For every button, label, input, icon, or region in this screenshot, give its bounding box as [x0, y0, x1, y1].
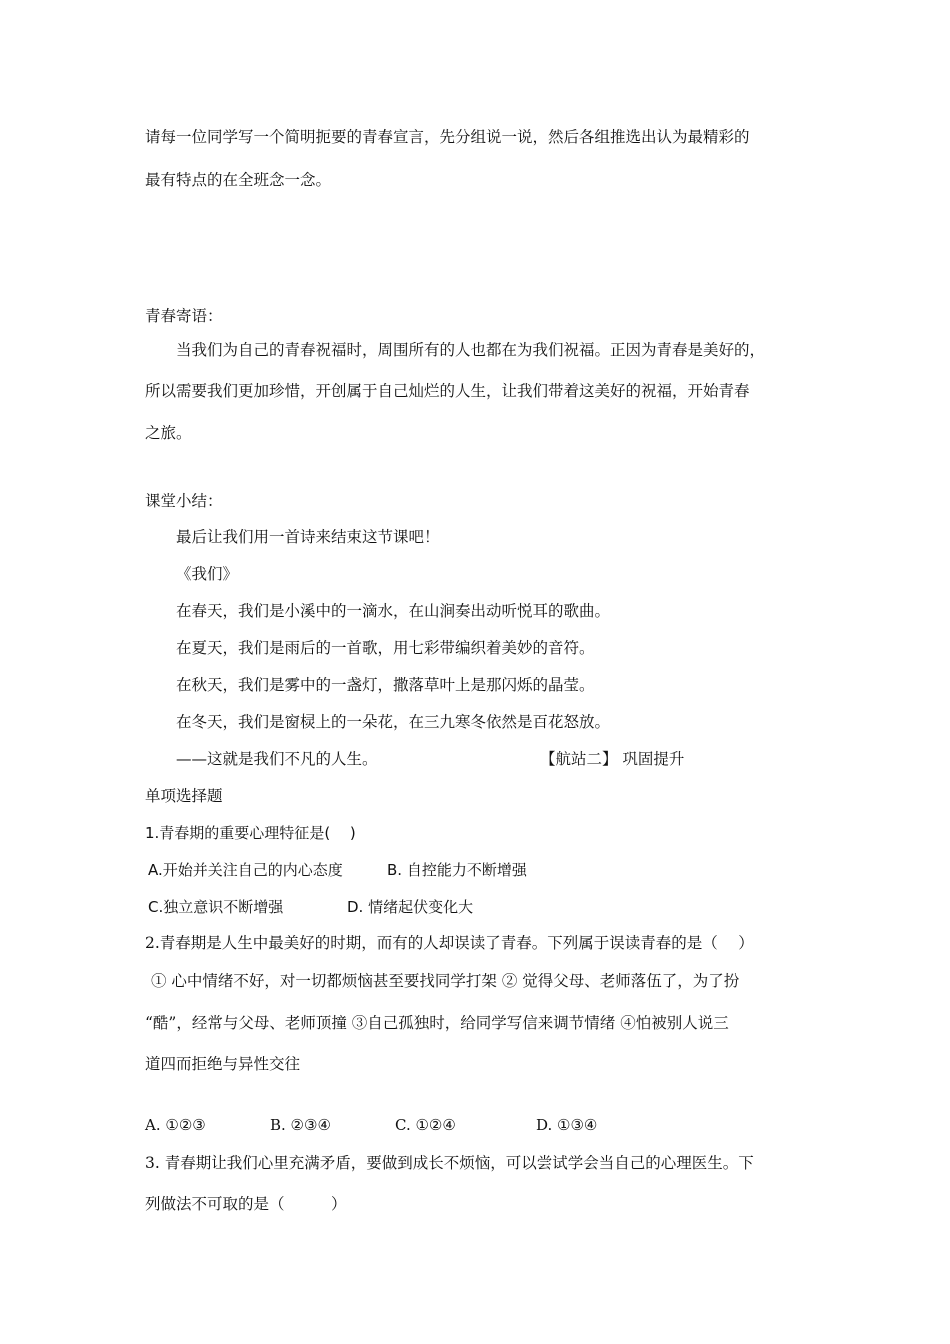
message-heading: 青春寄语：: [145, 307, 223, 325]
q1-option-c: C.独立意识不断增强: [148, 898, 284, 916]
q2-option-c: C. ①②④: [395, 1116, 456, 1134]
q1-option-a: A.开始并关注自己的内心态度: [148, 861, 343, 879]
q2-option-b: B. ②③④: [270, 1116, 331, 1134]
q2-option-d: D. ①③④: [536, 1116, 598, 1134]
message-line-1: 当我们为自己的青春祝福时，周围所有的人也都在为我们祝福。正因为青春是美好的，: [176, 341, 766, 359]
poem-line-summer: 在夏天，我们是雨后的一首歌，用七彩带编织着美妙的音符。: [176, 639, 595, 657]
intro-line-2: 最有特点的在全班念一念。: [145, 171, 332, 189]
q1-option-b: B. 自控能力不断增强: [387, 861, 527, 879]
q3-stem-line-2: 列做法不可取的是（ ）: [145, 1195, 347, 1213]
summary-intro: 最后让我们用一首诗来结束这节课吧！: [176, 528, 440, 546]
q2-statements-line-1: ① 心中情绪不好，对一切都烦恼甚至要找同学打架 ② 觉得父母、老师落伍了，为了扮: [151, 972, 740, 990]
summary-heading: 课堂小结：: [145, 492, 223, 510]
q2-statements-line-3: 道四而拒绝与异性交往: [145, 1055, 301, 1073]
poem-closing: ——这就是我们不凡的人生。: [176, 750, 378, 768]
q2-statements-line-2: “酷”，经常与父母、老师顶撞 ③自己孤独时，给同学写信来调节情绪 ④怕被别人说三: [145, 1014, 729, 1032]
intro-line-1: 请每一位同学写一个简明扼要的青春宣言，先分组说一说，然后各组推选出认为最精彩的: [145, 128, 750, 146]
q1-option-d: D. 情绪起伏变化大: [347, 898, 474, 916]
q2-option-a: A. ①②③: [145, 1116, 206, 1134]
message-line-2: 所以需要我们更加珍惜，开创属于自己灿烂的人生，让我们带着这美好的祝福，开始青春: [145, 382, 750, 400]
station-heading: 【航站二】 巩固提升: [540, 750, 685, 768]
poem-line-spring: 在春天，我们是小溪中的一滴水，在山涧奏出动听悦耳的歌曲。: [176, 602, 611, 620]
poem-line-autumn: 在秋天，我们是雾中的一盏灯，撒落草叶上是那闪烁的晶莹。: [176, 676, 595, 694]
quiz-section-title: 单项选择题: [145, 787, 223, 805]
q2-stem: 2.青春期是人生中最美好的时期，而有的人却误读了青春。下列属于误读青春的是（ ）: [145, 934, 754, 952]
poem-line-winter: 在冬天，我们是窗棂上的一朵花，在三九寒冬依然是百花怒放。: [176, 713, 611, 731]
message-line-3: 之旅。: [145, 424, 192, 442]
poem-title: 《我们》: [176, 565, 239, 583]
q1-stem: 1.青春期的重要心理特征是( ): [145, 824, 356, 842]
q3-stem-line-1: 3. 青春期让我们心里充满矛盾，要做到成长不烦恼，可以尝试学会当自己的心理医生。下: [145, 1154, 754, 1172]
